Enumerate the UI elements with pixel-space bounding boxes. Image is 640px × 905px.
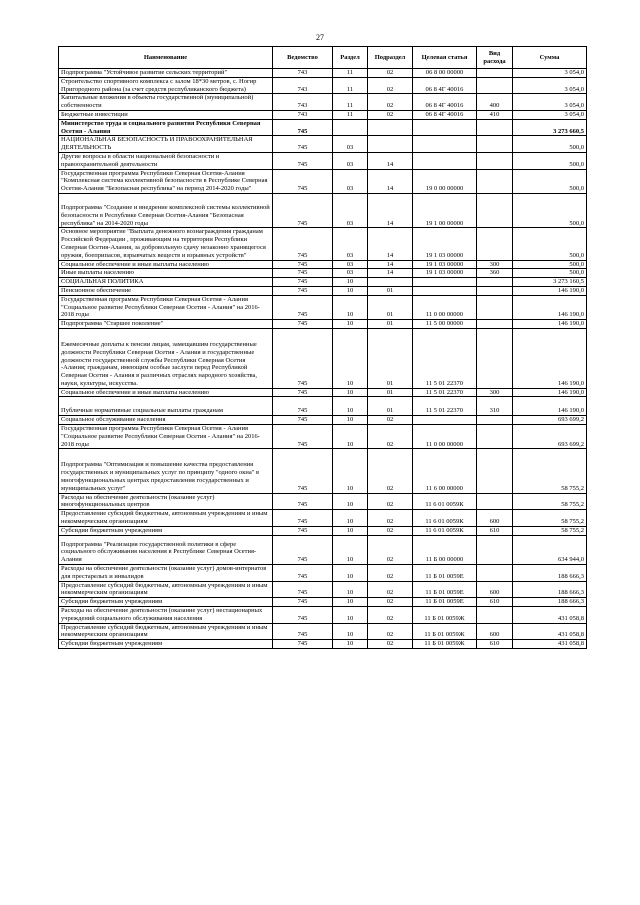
cell-expense-type bbox=[477, 425, 513, 449]
cell-section: 10 bbox=[333, 416, 368, 425]
cell-department: 745 bbox=[273, 425, 333, 449]
table-row bbox=[59, 94, 587, 111]
cell-name: Ежемесячные доплаты к пенсии лицам, замещавшим государственные должности Республики Северная Осетия - Алания и государственные должности государственной службы Республики Северная Осетия -Алания; гражданам, имеющим особые заслуги перед Республикой Северная Осетия - Алания в различных отраслях народного хозяйства, науки, культуры, искусства. bbox=[59, 328, 273, 388]
cell-name: Подпрограмма "Старшее поколение" bbox=[59, 320, 273, 329]
cell-department: 745 bbox=[273, 493, 333, 510]
cell-name: Предоставление субсидий бюджетным, автономным учреждениям и иным некоммерческим организациям bbox=[59, 581, 273, 598]
cell-department: 745 bbox=[273, 388, 333, 397]
cell-amount: 500,0 bbox=[513, 260, 587, 269]
cell-name: Публичные нормативные социальные выплаты гражданам bbox=[59, 397, 273, 416]
cell-target-item: 19 0 00 00000 bbox=[413, 169, 477, 193]
cell-amount: 431 058,8 bbox=[513, 623, 587, 640]
cell-target-item: 11 6 01 0059К bbox=[413, 510, 477, 527]
cell-section: 03 bbox=[333, 136, 368, 153]
cell-expense-type bbox=[477, 169, 513, 193]
col-header-amount: Сумма bbox=[513, 47, 587, 69]
cell-name: Пенсионное обеспечение bbox=[59, 286, 273, 295]
col-header-expense-type: Вид расхода bbox=[477, 47, 513, 69]
cell-department: 745 bbox=[273, 526, 333, 535]
table-row bbox=[59, 328, 587, 388]
cell-department: 743 bbox=[273, 94, 333, 111]
cell-section: 10 bbox=[333, 623, 368, 640]
cell-department: 745 bbox=[273, 320, 333, 329]
cell-amount: 634 944,0 bbox=[513, 535, 587, 564]
cell-department: 743 bbox=[273, 110, 333, 119]
cell-amount: 500,0 bbox=[513, 152, 587, 169]
table-row bbox=[59, 565, 587, 582]
cell-amount: 146 190,0 bbox=[513, 320, 587, 329]
cell-department: 745 bbox=[273, 193, 333, 227]
cell-name: Расходы на обеспечение деятельности (оказание услуг) домов-интернатов для престарелых и инвалидов bbox=[59, 565, 273, 582]
cell-amount: 58 755,2 bbox=[513, 510, 587, 527]
cell-target-item: 11 5 01 22370 bbox=[413, 328, 477, 388]
col-header-name: Наименование bbox=[59, 47, 273, 69]
cell-expense-type: 600 bbox=[477, 623, 513, 640]
cell-subsection: 01 bbox=[368, 328, 413, 388]
cell-subsection bbox=[368, 136, 413, 153]
cell-expense-type bbox=[477, 119, 513, 136]
cell-amount: 693 699,2 bbox=[513, 425, 587, 449]
table-row bbox=[59, 526, 587, 535]
cell-amount: 146 190,0 bbox=[513, 388, 587, 397]
cell-name: Государственная программа Республики Северная Осетия-Алания "Комплексная система коллективной безопасности в Республике Северная Осетия-Алания "Безопасная республика" на период 2014-2020 годы" bbox=[59, 169, 273, 193]
cell-amount: 146 190,0 bbox=[513, 295, 587, 319]
cell-name: Основное мероприятие "Выплата денежного вознаграждения гражданам Российской Федерации , проживающим на территории Республики Северная Осетия-Алания, за добровольную сдачу незаконно хранящегося оружия, боеприпасов, взрывчатых веществ и взрывных устройств" bbox=[59, 228, 273, 260]
table-row bbox=[59, 69, 587, 78]
cell-amount: 3 054,0 bbox=[513, 94, 587, 111]
cell-amount: 58 755,2 bbox=[513, 493, 587, 510]
cell-expense-type bbox=[477, 449, 513, 493]
cell-target-item bbox=[413, 416, 477, 425]
cell-department: 745 bbox=[273, 416, 333, 425]
cell-target-item: 11 5 01 22370 bbox=[413, 388, 477, 397]
cell-section: 10 bbox=[333, 320, 368, 329]
table-row bbox=[59, 535, 587, 564]
header-row bbox=[59, 47, 587, 69]
cell-section: 03 bbox=[333, 193, 368, 227]
cell-target-item: 11 Б 01 0059Е bbox=[413, 565, 477, 582]
cell-subsection: 02 bbox=[368, 535, 413, 564]
cell-department: 745 bbox=[273, 136, 333, 153]
cell-expense-type bbox=[477, 565, 513, 582]
cell-subsection: 02 bbox=[368, 69, 413, 78]
cell-subsection: 01 bbox=[368, 320, 413, 329]
cell-target-item: 11 5 00 00000 bbox=[413, 320, 477, 329]
cell-amount: 146 190,0 bbox=[513, 328, 587, 388]
cell-department: 745 bbox=[273, 581, 333, 598]
cell-section: 03 bbox=[333, 269, 368, 278]
table-row bbox=[59, 110, 587, 119]
cell-subsection: 02 bbox=[368, 416, 413, 425]
table-row bbox=[59, 425, 587, 449]
cell-section: 10 bbox=[333, 640, 368, 649]
cell-subsection: 14 bbox=[368, 193, 413, 227]
cell-amount: 3 273 160,5 bbox=[513, 278, 587, 287]
cell-amount: 188 666,3 bbox=[513, 565, 587, 582]
cell-target-item: 19 1 03 00000 bbox=[413, 228, 477, 260]
cell-expense-type: 300 bbox=[477, 388, 513, 397]
cell-department: 745 bbox=[273, 565, 333, 582]
cell-expense-type: 610 bbox=[477, 526, 513, 535]
cell-name: Государственная программа Республики Северная Осетия - Алания "Социальное развитие Республики Северная Осетия - Алания" на 2016-2018 годы bbox=[59, 425, 273, 449]
table-row bbox=[59, 136, 587, 153]
cell-section: 10 bbox=[333, 565, 368, 582]
cell-subsection: 14 bbox=[368, 260, 413, 269]
table-row bbox=[59, 416, 587, 425]
cell-amount: 146 190,0 bbox=[513, 397, 587, 416]
cell-target-item bbox=[413, 278, 477, 287]
table-row bbox=[59, 169, 587, 193]
cell-name: Расходы на обеспечение деятельности (оказание услуг) нестационарных учреждений социального обслуживания населения bbox=[59, 607, 273, 624]
cell-section: 10 bbox=[333, 397, 368, 416]
cell-target-item: 11 Б 01 0059Ж bbox=[413, 640, 477, 649]
cell-department: 745 bbox=[273, 228, 333, 260]
cell-department: 745 bbox=[273, 278, 333, 287]
cell-expense-type bbox=[477, 493, 513, 510]
cell-section: 10 bbox=[333, 449, 368, 493]
cell-section: 11 bbox=[333, 110, 368, 119]
cell-amount: 3 273 660,5 bbox=[513, 119, 587, 136]
cell-section: 10 bbox=[333, 278, 368, 287]
table-row bbox=[59, 295, 587, 319]
cell-target-item bbox=[413, 152, 477, 169]
cell-target-item: 11 Б 01 0059Ж bbox=[413, 607, 477, 624]
cell-section: 10 bbox=[333, 493, 368, 510]
cell-name: Капитальные вложения в объекты государственной (муниципальной) собственности bbox=[59, 94, 273, 111]
cell-target-item bbox=[413, 286, 477, 295]
cell-expense-type bbox=[477, 69, 513, 78]
cell-section: 10 bbox=[333, 535, 368, 564]
cell-expense-type bbox=[477, 535, 513, 564]
cell-department: 745 bbox=[273, 607, 333, 624]
cell-target-item: 11 Б 01 0059Ж bbox=[413, 623, 477, 640]
cell-section: 10 bbox=[333, 510, 368, 527]
col-header-department: Ведомство bbox=[273, 47, 333, 69]
cell-target-item: 11 0 00 00000 bbox=[413, 425, 477, 449]
cell-name: Субсидии бюджетным учреждениям bbox=[59, 598, 273, 607]
cell-department: 745 bbox=[273, 598, 333, 607]
cell-target-item bbox=[413, 136, 477, 153]
cell-target-item: 11 Б 01 0059Е bbox=[413, 598, 477, 607]
cell-department: 745 bbox=[273, 449, 333, 493]
cell-department: 743 bbox=[273, 69, 333, 78]
cell-subsection: 01 bbox=[368, 295, 413, 319]
cell-name: Государственная программа Республики Северная Осетия - Алания "Социальное развитие Республики Северная Осетия - Алания" на 2016-2018 годы bbox=[59, 295, 273, 319]
cell-expense-type bbox=[477, 193, 513, 227]
cell-subsection: 02 bbox=[368, 565, 413, 582]
cell-section: 10 bbox=[333, 581, 368, 598]
cell-subsection: 02 bbox=[368, 94, 413, 111]
table-row bbox=[59, 607, 587, 624]
table-row bbox=[59, 260, 587, 269]
cell-expense-type bbox=[477, 286, 513, 295]
cell-name: Субсидии бюджетным учреждениям bbox=[59, 640, 273, 649]
cell-amount: 3 054,0 bbox=[513, 77, 587, 94]
cell-department: 745 bbox=[273, 535, 333, 564]
cell-department: 745 bbox=[273, 260, 333, 269]
cell-target-item: 11 5 01 22370 bbox=[413, 397, 477, 416]
cell-target-item: 11 0 00 00000 bbox=[413, 295, 477, 319]
cell-target-item: 11 Б 00 00000 bbox=[413, 535, 477, 564]
cell-name: Предоставление субсидий бюджетным, автономным учреждениям и иным некоммерческим организациям bbox=[59, 623, 273, 640]
cell-subsection: 14 bbox=[368, 269, 413, 278]
cell-target-item: 19 1 03 00000 bbox=[413, 260, 477, 269]
cell-section: 10 bbox=[333, 295, 368, 319]
budget-table bbox=[58, 46, 587, 649]
table-row bbox=[59, 397, 587, 416]
cell-section: 03 bbox=[333, 152, 368, 169]
cell-name: Субсидии бюджетным учреждениям bbox=[59, 526, 273, 535]
cell-section bbox=[333, 119, 368, 136]
cell-amount: 431 058,8 bbox=[513, 607, 587, 624]
cell-subsection: 14 bbox=[368, 152, 413, 169]
cell-subsection: 14 bbox=[368, 228, 413, 260]
cell-section: 03 bbox=[333, 169, 368, 193]
cell-department: 745 bbox=[273, 169, 333, 193]
table-row bbox=[59, 640, 587, 649]
cell-section: 10 bbox=[333, 388, 368, 397]
cell-expense-type: 600 bbox=[477, 581, 513, 598]
cell-subsection bbox=[368, 278, 413, 287]
cell-target-item: 06 8 00 00000 bbox=[413, 69, 477, 78]
table-row bbox=[59, 493, 587, 510]
cell-subsection bbox=[368, 119, 413, 136]
cell-name: Бюджетные инвестиции bbox=[59, 110, 273, 119]
cell-subsection: 01 bbox=[368, 397, 413, 416]
cell-department: 745 bbox=[273, 269, 333, 278]
cell-amount: 188 666,3 bbox=[513, 581, 587, 598]
table-row bbox=[59, 119, 587, 136]
cell-amount: 58 755,2 bbox=[513, 449, 587, 493]
cell-amount: 500,0 bbox=[513, 228, 587, 260]
cell-expense-type bbox=[477, 295, 513, 319]
cell-name: Социальное обеспечение и иные выплаты населению bbox=[59, 260, 273, 269]
table-row bbox=[59, 228, 587, 260]
table-row bbox=[59, 510, 587, 527]
cell-department: 745 bbox=[273, 640, 333, 649]
table-row bbox=[59, 278, 587, 287]
cell-subsection: 02 bbox=[368, 640, 413, 649]
cell-expense-type bbox=[477, 607, 513, 624]
cell-name: Министерство труда и социального развития Республики Северная Осетия - Алания bbox=[59, 119, 273, 136]
table-row bbox=[59, 623, 587, 640]
table-row bbox=[59, 449, 587, 493]
cell-name: НАЦИОНАЛЬНАЯ БЕЗОПАСНОСТЬ И ПРАВООХРАНИТЕЛЬНАЯ ДЕЯТЕЛЬНОСТЬ bbox=[59, 136, 273, 153]
col-header-section: Раздел bbox=[333, 47, 368, 69]
page-number: 27 bbox=[316, 33, 324, 42]
cell-target-item: 06 8 4Г 40016 bbox=[413, 77, 477, 94]
cell-expense-type: 600 bbox=[477, 510, 513, 527]
col-header-subsection: Подраздел bbox=[368, 47, 413, 69]
cell-subsection: 02 bbox=[368, 449, 413, 493]
table-body bbox=[59, 69, 587, 649]
cell-subsection: 01 bbox=[368, 388, 413, 397]
cell-section: 10 bbox=[333, 526, 368, 535]
cell-section: 10 bbox=[333, 607, 368, 624]
cell-department: 745 bbox=[273, 152, 333, 169]
cell-subsection: 14 bbox=[368, 169, 413, 193]
cell-section: 03 bbox=[333, 228, 368, 260]
cell-amount: 3 054,0 bbox=[513, 110, 587, 119]
cell-expense-type bbox=[477, 152, 513, 169]
cell-subsection: 02 bbox=[368, 425, 413, 449]
cell-expense-type: 410 bbox=[477, 110, 513, 119]
cell-target-item: 06 8 4Г 40016 bbox=[413, 110, 477, 119]
cell-expense-type bbox=[477, 228, 513, 260]
table-row bbox=[59, 320, 587, 329]
cell-name: Социальное обеспечение и иные выплаты населению bbox=[59, 388, 273, 397]
cell-target-item: 11 6 01 0059К bbox=[413, 493, 477, 510]
cell-expense-type bbox=[477, 328, 513, 388]
cell-subsection: 02 bbox=[368, 493, 413, 510]
table-row bbox=[59, 388, 587, 397]
cell-name: Другие вопросы в области национальной безопасности и правоохранительной деятельности bbox=[59, 152, 273, 169]
cell-amount: 188 666,3 bbox=[513, 598, 587, 607]
cell-expense-type bbox=[477, 416, 513, 425]
cell-name: Подпрограмма "Устойчивое развитие сельских территорий" bbox=[59, 69, 273, 78]
cell-expense-type: 610 bbox=[477, 598, 513, 607]
cell-name: Подпрограмма "Оптимизация и повышение качества предоставления государственных и муниципальных услуг по принципу "одного окна" в многофункциональных центрах предоставления государственных и муниципальных услуг" bbox=[59, 449, 273, 493]
cell-department: 743 bbox=[273, 77, 333, 94]
cell-subsection: 02 bbox=[368, 510, 413, 527]
cell-target-item: 11 6 00 00000 bbox=[413, 449, 477, 493]
cell-target-item: 19 1 00 00000 bbox=[413, 193, 477, 227]
cell-target-item: 19 1 03 00000 bbox=[413, 269, 477, 278]
cell-expense-type: 360 bbox=[477, 269, 513, 278]
cell-expense-type bbox=[477, 320, 513, 329]
cell-section: 11 bbox=[333, 69, 368, 78]
cell-expense-type: 310 bbox=[477, 397, 513, 416]
cell-subsection: 02 bbox=[368, 598, 413, 607]
cell-amount: 500,0 bbox=[513, 169, 587, 193]
cell-subsection: 02 bbox=[368, 623, 413, 640]
cell-name: Строительство спортивного комплекса с залом 18*30 метров, с. Ногир Пригородного района (за счет средств республиканского бюджета) bbox=[59, 77, 273, 94]
cell-subsection: 01 bbox=[368, 286, 413, 295]
cell-section: 03 bbox=[333, 260, 368, 269]
cell-amount: 146 190,0 bbox=[513, 286, 587, 295]
table-row bbox=[59, 152, 587, 169]
cell-name: СОЦИАЛЬНАЯ ПОЛИТИКА bbox=[59, 278, 273, 287]
cell-amount: 431 058,8 bbox=[513, 640, 587, 649]
cell-department: 745 bbox=[273, 510, 333, 527]
cell-target-item: 06 8 4Г 40016 bbox=[413, 94, 477, 111]
table-row bbox=[59, 286, 587, 295]
cell-name: Подпрограмма "Реализация государственной политики в сфере социального обслуживания населения в Республике Северная Осетия-Алания bbox=[59, 535, 273, 564]
cell-name: Иные выплаты населению bbox=[59, 269, 273, 278]
cell-department: 745 bbox=[273, 623, 333, 640]
cell-name: Подпрограмма "Создание и внедрение комплексной системы коллективной безопасности в Республике Северная Осетия-Алания "Безопасная республика" на 2014-2020 годы bbox=[59, 193, 273, 227]
table-row bbox=[59, 598, 587, 607]
cell-target-item: 11 Б 01 0059Е bbox=[413, 581, 477, 598]
cell-expense-type: 400 bbox=[477, 94, 513, 111]
cell-expense-type: 610 bbox=[477, 640, 513, 649]
cell-section: 11 bbox=[333, 77, 368, 94]
cell-name: Социальное обслуживание населения bbox=[59, 416, 273, 425]
cell-target-item bbox=[413, 119, 477, 136]
cell-section: 10 bbox=[333, 328, 368, 388]
cell-expense-type: 300 bbox=[477, 260, 513, 269]
cell-department: 745 bbox=[273, 397, 333, 416]
cell-subsection: 02 bbox=[368, 77, 413, 94]
cell-department: 745 bbox=[273, 328, 333, 388]
col-header-target-item: Целевая статья bbox=[413, 47, 477, 69]
cell-section: 10 bbox=[333, 425, 368, 449]
cell-expense-type bbox=[477, 77, 513, 94]
cell-department: 745 bbox=[273, 286, 333, 295]
cell-target-item: 11 6 01 0059К bbox=[413, 526, 477, 535]
cell-name: Расходы на обеспечение деятельности (оказание услуг) многофункциональных центров bbox=[59, 493, 273, 510]
cell-expense-type bbox=[477, 278, 513, 287]
table-row bbox=[59, 269, 587, 278]
table-row bbox=[59, 581, 587, 598]
cell-amount: 500,0 bbox=[513, 269, 587, 278]
cell-subsection: 02 bbox=[368, 526, 413, 535]
cell-amount: 3 054,0 bbox=[513, 69, 587, 78]
table-row bbox=[59, 193, 587, 227]
cell-amount: 500,0 bbox=[513, 193, 587, 227]
cell-subsection: 02 bbox=[368, 607, 413, 624]
table-row bbox=[59, 77, 587, 94]
cell-amount: 58 755,2 bbox=[513, 526, 587, 535]
cell-expense-type bbox=[477, 136, 513, 153]
cell-section: 10 bbox=[333, 598, 368, 607]
cell-name: Предоставление субсидий бюджетным, автономным учреждениям и иным некоммерческим организациям bbox=[59, 510, 273, 527]
cell-section: 10 bbox=[333, 286, 368, 295]
cell-department: 745 bbox=[273, 119, 333, 136]
cell-section: 11 bbox=[333, 94, 368, 111]
cell-subsection: 02 bbox=[368, 110, 413, 119]
cell-amount: 500,0 bbox=[513, 136, 587, 153]
cell-subsection: 02 bbox=[368, 581, 413, 598]
cell-department: 745 bbox=[273, 295, 333, 319]
cell-amount: 693 699,2 bbox=[513, 416, 587, 425]
